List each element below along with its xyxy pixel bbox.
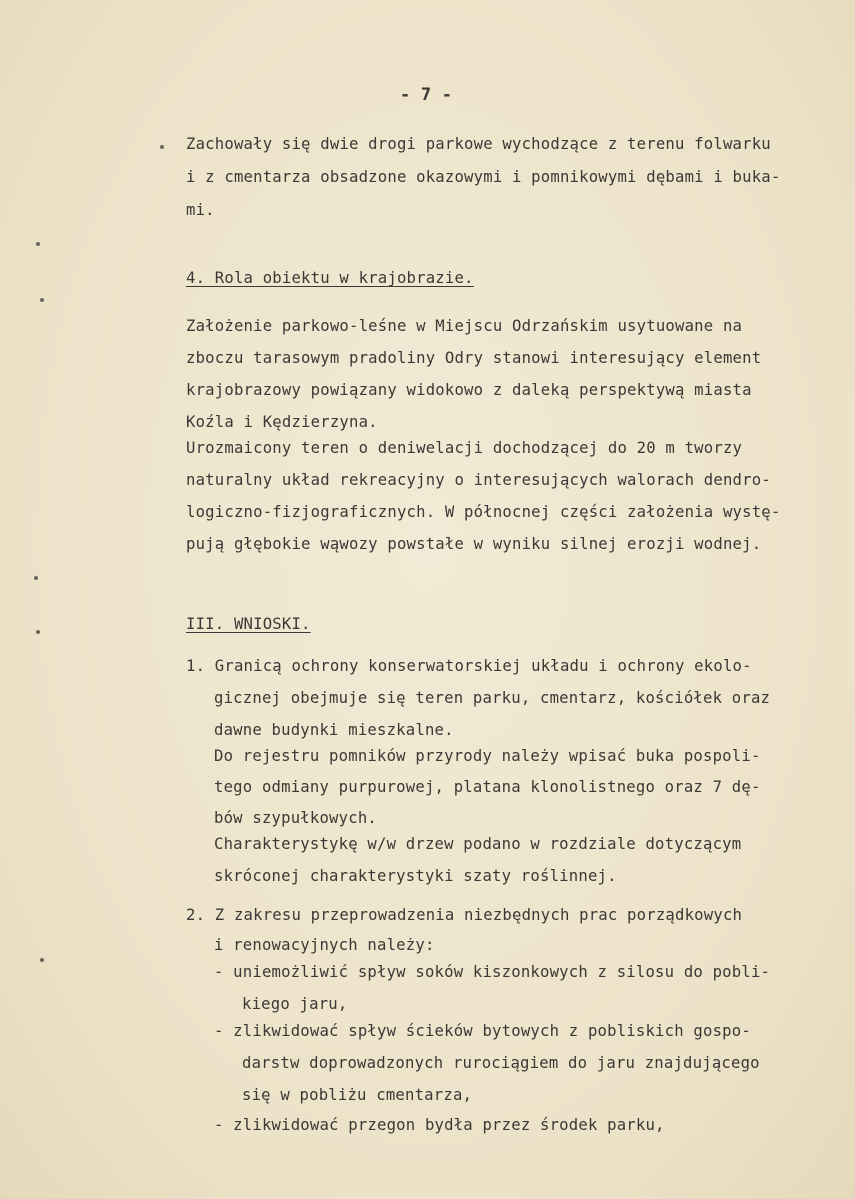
item-1-line-1: 1. Granicą ochrony konserwatorskiej układu i ochrony ekolo- xyxy=(186,657,752,675)
item-1-line-3: dawne budynki mieszkalne. xyxy=(214,721,454,739)
item-2-line-4: kiego jaru, xyxy=(242,995,348,1013)
item-2-line-5: - zlikwidować spływ ścieków bytowych z pobliskich gospo- xyxy=(214,1022,751,1040)
item-1-line-4: Do rejestru pomników przyrody należy wpisać buka pospoli- xyxy=(214,747,761,765)
intro-line-1: Zachowały się dwie drogi parkowe wychodzące z terenu folwarku xyxy=(186,135,771,153)
item-2-line-6: darstw doprowadzonych rurociągiem do jaru znajdującego xyxy=(242,1054,760,1072)
item-2-line-1: 2. Z zakresu przeprowadzenia niezbędnych prac porządkowych xyxy=(186,906,743,924)
item-1-line-6: bów szypułkowych. xyxy=(214,809,377,827)
item-1-line-8: skróconej charakterystyki szaty roślinnej. xyxy=(214,867,617,885)
margin-dot xyxy=(40,958,44,962)
item-1-line-2: gicznej obejmuje się teren parku, cmentarz, kościółek oraz xyxy=(214,689,771,707)
item-2-line-7: się w pobliżu cmentarza, xyxy=(242,1086,473,1104)
section-4-line-7: logiczno-fizjograficznych. W północnej części założenia wystę- xyxy=(186,503,781,521)
section-4-line-5: Urozmaicony teren o deniwelacji dochodzącej do 20 m tworzy xyxy=(186,439,743,457)
intro-line-3: mi. xyxy=(186,201,215,219)
section-4-line-2: zboczu tarasowym pradoliny Odry stanowi interesujący element xyxy=(186,349,762,367)
section-4-line-8: pują głębokie wąwozy powstałe w wyniku silnej erozji wodnej. xyxy=(186,535,762,553)
intro-line-2: i z cmentarza obsadzone okazowymi i pomnikowymi dębami i buka- xyxy=(186,168,781,186)
item-1-line-5: tego odmiany purpurowej, platana klonolistnego oraz 7 dę- xyxy=(214,778,761,796)
margin-dot xyxy=(34,576,38,580)
margin-dot xyxy=(160,145,164,149)
page-number: - 7 - xyxy=(400,85,453,105)
margin-dot xyxy=(40,298,44,302)
section-4-line-1: Założenie parkowo-leśne w Miejscu Odrzańskim usytuowane na xyxy=(186,317,743,335)
section-4-line-3: krajobrazowy powiązany widokowo z daleką perspektywą miasta xyxy=(186,381,752,399)
section-3-heading: III. WNIOSKI. xyxy=(186,615,311,633)
item-1-line-7: Charakterystykę w/w drzew podano w rozdziale dotyczącym xyxy=(214,835,742,853)
section-4-line-4: Koźla i Kędzierzyna. xyxy=(186,413,378,431)
item-2-line-8: - zlikwidować przegon bydła przez środek parku, xyxy=(214,1116,665,1134)
section-4-line-6: naturalny układ rekreacyjny o interesujących walorach dendro- xyxy=(186,471,771,489)
item-2-line-2: i renowacyjnych należy: xyxy=(214,936,435,954)
item-2-line-3: - uniemożliwić spływ soków kiszonkowych z silosu do pobli- xyxy=(214,963,771,981)
margin-dot xyxy=(36,242,40,246)
margin-dot xyxy=(36,630,40,634)
section-4-heading: 4. Rola obiektu w krajobrazie. xyxy=(186,269,474,287)
